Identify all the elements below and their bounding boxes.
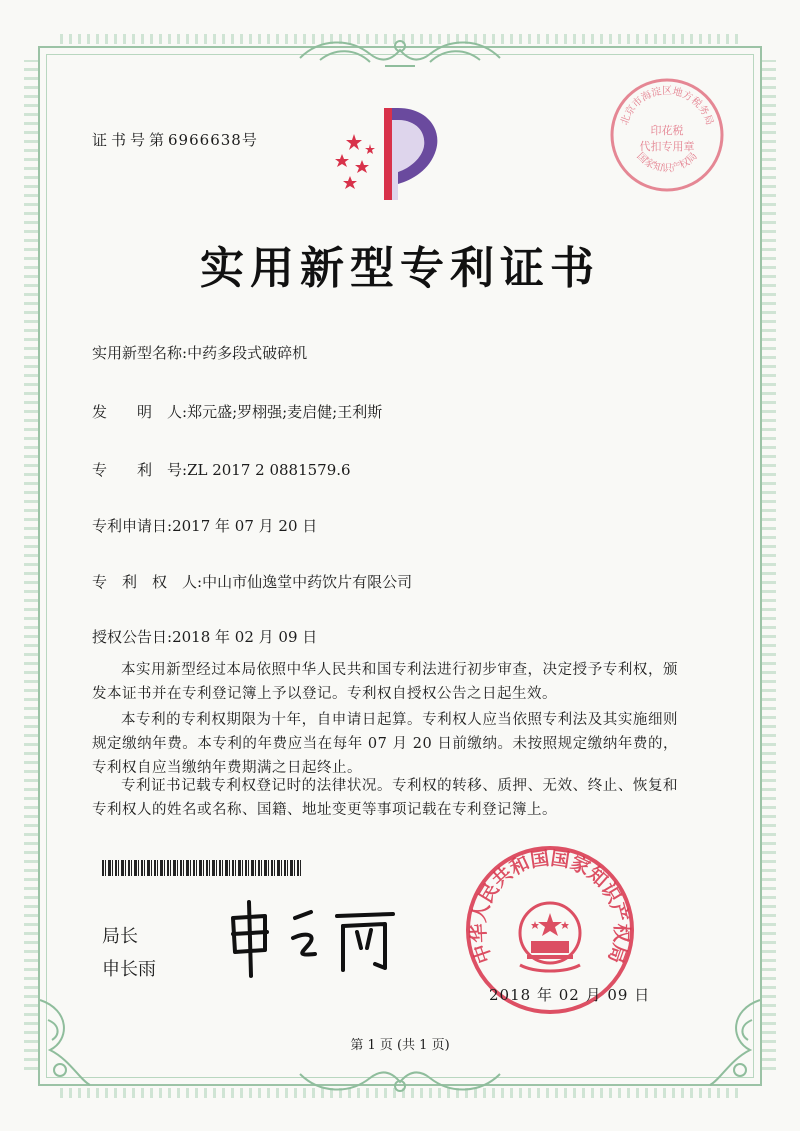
page-number: 第 1 页 (共 1 页) [350,1038,450,1053]
top-ornament-icon [290,36,510,70]
tax-seal-bottom-text: 国家知识产权局 [634,150,700,175]
paragraph-grant: 本实用新型经过本局依照中华人民共和国专利法进行初步审查，决定授予专利权，颁发本证书并在专利登记簿上予以登记。专利权自授权公告之日起生效。 [92,662,678,702]
certificate-number [92,129,258,150]
field-value: ZL 2017 2 0881579.6 [187,461,351,479]
field-label: 实用新型名称: [92,344,188,362]
director-title: 局长 [102,926,138,947]
certificate-number-suffix: 号 [241,131,258,149]
field-application-date [92,515,317,536]
field-utility-model-name [92,342,307,363]
issue-date: 2018 年 02 月 09 日 [489,986,651,1004]
field-label: 授权公告日: [92,628,173,646]
field-grant-announcement-date [92,626,317,647]
director-name: 申长雨 [102,959,156,980]
national-seal-text: 中华人民共和国国家知识产权局 [467,847,633,967]
patent-office-logo-icon [318,100,458,210]
field-value: 2018 年 02 月 09 日 [172,628,318,646]
certificate-number-label: 证书号第 [92,131,169,149]
field-value: 中药多段式破碎机 [187,344,308,362]
field-inventors [92,401,382,422]
bottom-ornament-icon [290,1062,510,1096]
certificate-title: 实用新型专利证书 [200,243,600,294]
certificate-number-value: 6966638 [168,131,242,149]
field-label: 专 利 号: [92,461,188,479]
field-value: 郑元盛;罗栩强;麦启健;王利斯 [187,403,383,421]
field-label: 专利申请日: [92,517,173,535]
tax-seal-line1: 印花税 [650,124,684,137]
field-label: 发 明 人: [92,403,188,421]
paragraph-legal-status: 专利证书记载专利权登记时的法律状况。专利权的转移、质押、无效、终止、恢复和专利权人的姓名或名称、国籍、地址变更等事项记载在专利登记簿上。 [92,778,678,818]
tax-stamp-seal-icon [608,76,726,194]
field-patent-number [92,459,351,480]
director-signature [225,898,405,978]
field-value: 中山市仙逸堂中药饮片有限公司 [202,573,413,591]
field-label: 专 利 权 人: [92,573,203,591]
paragraph-term: 本专利的专利权期限为十年，自申请日起算。专利权人应当依照专利法及其实施细则规定缴纳年费。本专利的年费应当在每年 07 月 20 日前缴纳。未按照规定缴纳年费的，专利权自应当缴纳年费期满之日起终止。 [92,712,678,776]
field-patentee [92,571,412,592]
border-pattern-right [762,60,776,1070]
tax-seal-line2: 代扣专用章 [639,140,695,153]
field-value: 2017 年 07 月 20 日 [172,517,318,535]
svg-text:国家知识产权局 [634,150,699,174]
barcode [102,860,302,876]
border-pattern-left [24,60,38,1070]
tax-seal-top-text: 北京市海淀区地方税务局 [619,86,715,127]
